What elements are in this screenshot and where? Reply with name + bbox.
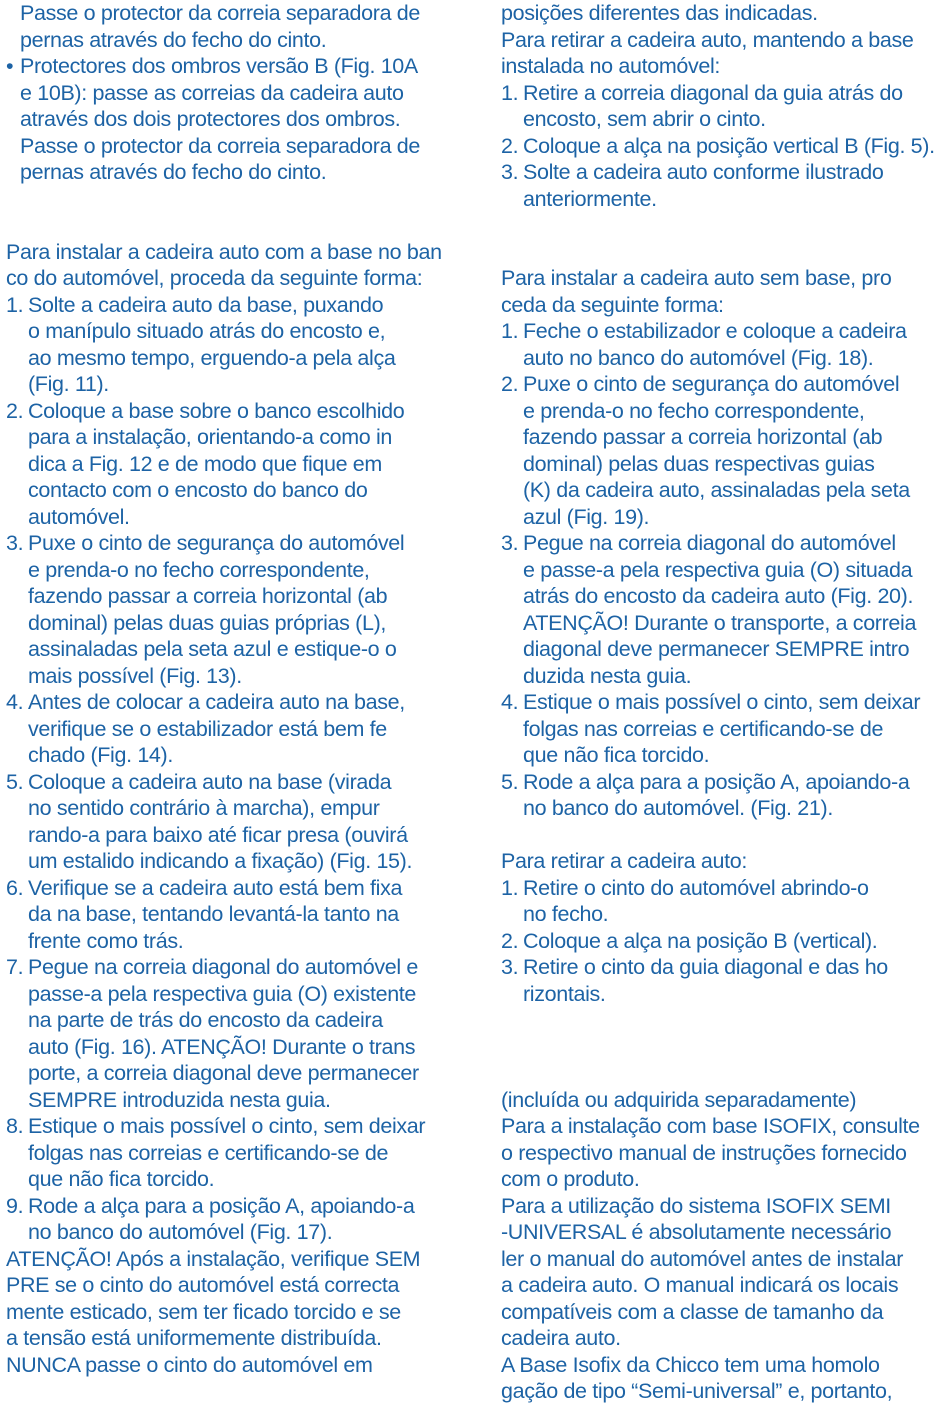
text-line: verifique se o estabilizador está bem fe [28, 716, 387, 741]
step-number: 1. [6, 292, 24, 317]
step-text [523, 954, 947, 1007]
text-line: Solte a cadeira auto conforme ilustrado [523, 160, 884, 184]
text-line: que não fica torcido. [523, 743, 710, 767]
spacer [501, 822, 947, 849]
text-line: cadeira auto. [501, 1326, 621, 1350]
step-text [523, 159, 947, 212]
text-line: da na base, tentando levantá-la tanto na [28, 902, 399, 926]
step-number: 4. [501, 690, 519, 714]
list-item [6, 1113, 456, 1193]
text-line: pernas através do fecho do cinto. [20, 27, 327, 52]
text-line: porte, a correia diagonal deve permanecer [28, 1061, 419, 1085]
step-text [28, 398, 456, 531]
remove-keep-base-steps [501, 80, 947, 213]
text-line: frente como trás. [28, 928, 184, 953]
list-item [501, 928, 947, 955]
step-number: 3. [6, 531, 24, 555]
step-number: 9. [6, 1193, 24, 1218]
text-line: azul (Fig. 19). [523, 504, 650, 529]
list-item [501, 133, 947, 160]
text-line: dominal) pelas duas guias próprias (L), [28, 610, 387, 635]
spacer [6, 186, 456, 239]
step-number: 3. [501, 955, 519, 979]
no-base-install-steps [501, 318, 947, 822]
step-number: 2. [501, 372, 519, 396]
text-line: A Base Isofix da Chicco tem uma homolo [501, 1352, 880, 1377]
text-line: passe-a pela respectiva guia (O) existente [28, 981, 417, 1006]
text-line: com o produto. [501, 1167, 640, 1191]
text-line: fazendo passar a correia horizontal (ab [523, 425, 883, 449]
list-item [6, 769, 456, 875]
spacer [501, 212, 947, 265]
text-line: dica a Fig. 12 e de modo que fique em [28, 451, 382, 476]
text-line: dominal) pelas duas respectivas guias [523, 451, 875, 476]
remove-intro [501, 848, 947, 875]
list-item [6, 530, 456, 689]
text-line: um estalido indicando a fixação) (Fig. 15). [28, 849, 413, 873]
text-line: mais possível (Fig. 13). [28, 663, 242, 688]
text-line: no banco do automóvel. (Fig. 21). [523, 796, 833, 820]
text-line: o respectivo manual de instruções fornecido [501, 1140, 907, 1165]
text-line: Retire o cinto da guia diagonal e das ho [523, 955, 888, 979]
text-line: auto (Fig. 16). ATENÇÃO! Durante o trans [28, 1034, 416, 1059]
text-line: mente esticado, sem ter ficado torcido e se [6, 1299, 401, 1324]
text-line: para a instalação, orientando-a como in [28, 425, 393, 449]
text-line: assinaladas pela seta azul e estique-o o [28, 637, 397, 661]
step-number: 6. [6, 875, 24, 900]
text-line: no sentido contrário à marcha), empur [28, 796, 380, 820]
base-install-steps [6, 292, 456, 1246]
text-line: Para a instalação com base ISOFIX, consulte [501, 1114, 920, 1138]
text-line: NUNCA passe o cinto do automóvel em [6, 1352, 373, 1377]
text-line: Para a utilização do sistema ISOFIX SEMI [501, 1193, 891, 1218]
list-item [501, 371, 947, 530]
step-number: 3. [501, 531, 519, 555]
text-line: Solte a cadeira auto da base, puxando [28, 292, 384, 317]
text-line: através dos dois protectores dos ombros. [20, 107, 401, 131]
step-text [523, 689, 947, 769]
text-line: Para retirar a cadeira auto, mantendo a base [501, 27, 914, 52]
bullet-text [20, 53, 456, 186]
list-item [6, 292, 456, 398]
text-line: gação de tipo “Semi-universal” e, portanto, [501, 1379, 893, 1403]
text-line: fazendo passar a correia horizontal (ab [28, 584, 388, 608]
text-line: Pegue na correia diagonal do automóvel [523, 531, 896, 555]
text-line: pernas através do fecho do cinto. [20, 160, 327, 184]
isofix-paragraph [501, 1087, 947, 1405]
text-line: ATENÇÃO! Após a instalação, verifique SEM [6, 1246, 421, 1271]
text-line: Coloque a alça na posição B (vertical). [523, 928, 878, 953]
step-number: 8. [6, 1114, 24, 1138]
text-line: rando-a para baixo até ficar presa (ouvirá [28, 822, 408, 847]
step-text [523, 875, 947, 928]
step-text [28, 769, 456, 875]
text-line: contacto com o encosto do banco do [28, 478, 368, 502]
text-line: e 10B): passe as correias da cadeira auto [20, 80, 404, 105]
text-line: PRE se o cinto do automóvel está correcta [6, 1273, 400, 1297]
list-item [6, 689, 456, 769]
text-line: Pegue na correia diagonal do automóvel e [28, 955, 419, 979]
text-line: co do automóvel, proceda da seguinte forma: [6, 266, 423, 290]
text-line: auto no banco do automóvel (Fig. 18). [523, 345, 874, 370]
text-line: folgas nas correias e certificando-se de [523, 716, 884, 741]
text-line: automóvel. [28, 504, 130, 529]
text-line: posições diferentes das indicadas. [501, 1, 818, 25]
text-line: e prenda-o no fecho correspondente, [28, 557, 370, 582]
step-text [523, 371, 947, 530]
step-number: 5. [501, 769, 519, 794]
step-number: 1. [501, 319, 519, 343]
text-line: diagonal deve permanecer SEMPRE intro [523, 637, 910, 661]
text-line: instalada no automóvel: [501, 54, 721, 78]
step-text [523, 928, 947, 955]
right-column [501, 0, 947, 1405]
remove-keep-base-intro [501, 27, 947, 80]
text-line: ATENÇÃO! Durante o transporte, a correia [523, 610, 917, 635]
step-text [523, 530, 947, 689]
list-item [501, 530, 947, 689]
remove-steps [501, 875, 947, 1008]
spacer [501, 1060, 947, 1087]
step-text [28, 875, 456, 955]
continued-text [501, 0, 947, 27]
text-line: compatíveis com a classe de tamanho da [501, 1299, 884, 1324]
text-line: (Fig. 11). [28, 372, 109, 396]
list-item [501, 875, 947, 928]
step-number: 2. [6, 398, 24, 423]
list-item [6, 1193, 456, 1246]
text-line: na parte de trás do encosto da cadeira [28, 1008, 383, 1032]
step-text [28, 1113, 456, 1193]
text-line: que não fica torcido. [28, 1167, 215, 1191]
step-number: 4. [6, 690, 24, 714]
text-line: e passe-a pela respectiva guia (O) situada [523, 557, 913, 582]
text-line: Estique o mais possível o cinto, sem deixar [28, 1114, 426, 1138]
list-item [6, 875, 456, 955]
text-line: Antes de colocar a cadeira auto na base, [28, 690, 405, 714]
text-line: Para retirar a cadeira auto: [501, 849, 747, 873]
list-item [501, 954, 947, 1007]
text-line: Coloque a cadeira auto na base (virada [28, 769, 392, 794]
step-text [523, 318, 947, 371]
step-text [28, 954, 456, 1113]
step-text [28, 1193, 456, 1246]
text-line: rizontais. [523, 981, 606, 1006]
bullet-marker: • [6, 54, 14, 78]
text-line: ceda da seguinte forma: [501, 292, 724, 317]
text-line: atrás do encosto da cadeira auto (Fig. 20). [523, 584, 914, 608]
text-line: o manípulo situado atrás do encosto e, [28, 319, 386, 343]
text-line: (K) da cadeira auto, assinaladas pela seta [523, 478, 910, 502]
step-text [28, 689, 456, 769]
text-line: Retire o cinto do automóvel abrindo-o [523, 875, 869, 900]
text-line: Retire a correia diagonal da guia atrás do [523, 80, 903, 105]
step-number: 7. [6, 955, 24, 979]
text-line: Coloque a alça na posição vertical B (Fig. 5). [523, 133, 935, 158]
list-item [501, 80, 947, 133]
step-text [28, 530, 456, 689]
left-column [6, 0, 456, 1378]
list-item [501, 689, 947, 769]
text-line: Puxe o cinto de segurança do automóvel [523, 372, 900, 396]
base-install-intro [6, 239, 456, 292]
text-line: Passe o protector da correia separadora de [20, 1, 421, 25]
list-item [6, 398, 456, 531]
list-item [501, 769, 947, 822]
text-line: Protectores dos ombros versão B (Fig. 10A [20, 54, 418, 78]
step-text [523, 769, 947, 822]
text-line: (incluída ou adquirida separadamente) [501, 1087, 857, 1112]
text-line: Passe o protector da correia separadora de [20, 133, 421, 158]
text-line: Feche o estabilizador e coloque a cadeira [523, 319, 907, 343]
step-text [523, 80, 947, 133]
warning-paragraph [6, 1246, 456, 1379]
spacer [501, 1007, 947, 1060]
no-base-install-intro [501, 265, 947, 318]
step-text [28, 292, 456, 398]
text-line: ao mesmo tempo, erguendo-a pela alça [28, 345, 396, 370]
list-item [501, 159, 947, 212]
text-line: Coloque a base sobre o banco escolhido [28, 398, 405, 423]
step-number: 1. [501, 875, 519, 900]
step-number: 3. [501, 160, 519, 184]
text-line: e prenda-o no fecho correspondente, [523, 398, 865, 423]
text-line: Puxe o cinto de segurança do automóvel [28, 531, 405, 555]
text-line: a cadeira auto. O manual indicará os locais [501, 1273, 899, 1297]
list-item [6, 954, 456, 1113]
text-line: -UNIVERSAL é absolutamente necessário [501, 1220, 892, 1244]
text-line: anteriormente. [523, 186, 657, 211]
text-line: Rode a alça para a posição A, apoiando-a [523, 769, 910, 794]
text-line: Verifique se a cadeira auto está bem fixa [28, 875, 403, 900]
text-line: a tensão está uniformemente distribuída. [6, 1326, 382, 1350]
text-line: chado (Fig. 14). [28, 743, 173, 767]
text-line: duzida nesta guia. [523, 663, 692, 688]
text-line: no banco do automóvel (Fig. 17). [28, 1220, 333, 1244]
step-number: 2. [501, 928, 519, 953]
text-line: Estique o mais possível o cinto, sem deixar [523, 690, 921, 714]
step-text [523, 133, 947, 160]
text-line: folgas nas correias e certificando-se de [28, 1140, 389, 1165]
text-line: SEMPRE introduzida nesta guia. [28, 1087, 331, 1112]
text-line: Para instalar a cadeira auto sem base, pro [501, 266, 892, 290]
step-number: 2. [501, 133, 519, 158]
step-number: 5. [6, 769, 24, 794]
list-item [501, 318, 947, 371]
text-line: Rode a alça para a posição A, apoiando-a [28, 1193, 415, 1218]
intro-paragraph [6, 0, 456, 53]
step-number: 1. [501, 80, 519, 105]
text-line: Para instalar a cadeira auto com a base no ban [6, 239, 442, 264]
bullet-item [6, 53, 456, 186]
text-line: no fecho. [523, 902, 609, 926]
text-line: encosto, sem abrir o cinto. [523, 107, 766, 131]
text-line: ler o manual do automóvel antes de instalar [501, 1246, 904, 1271]
